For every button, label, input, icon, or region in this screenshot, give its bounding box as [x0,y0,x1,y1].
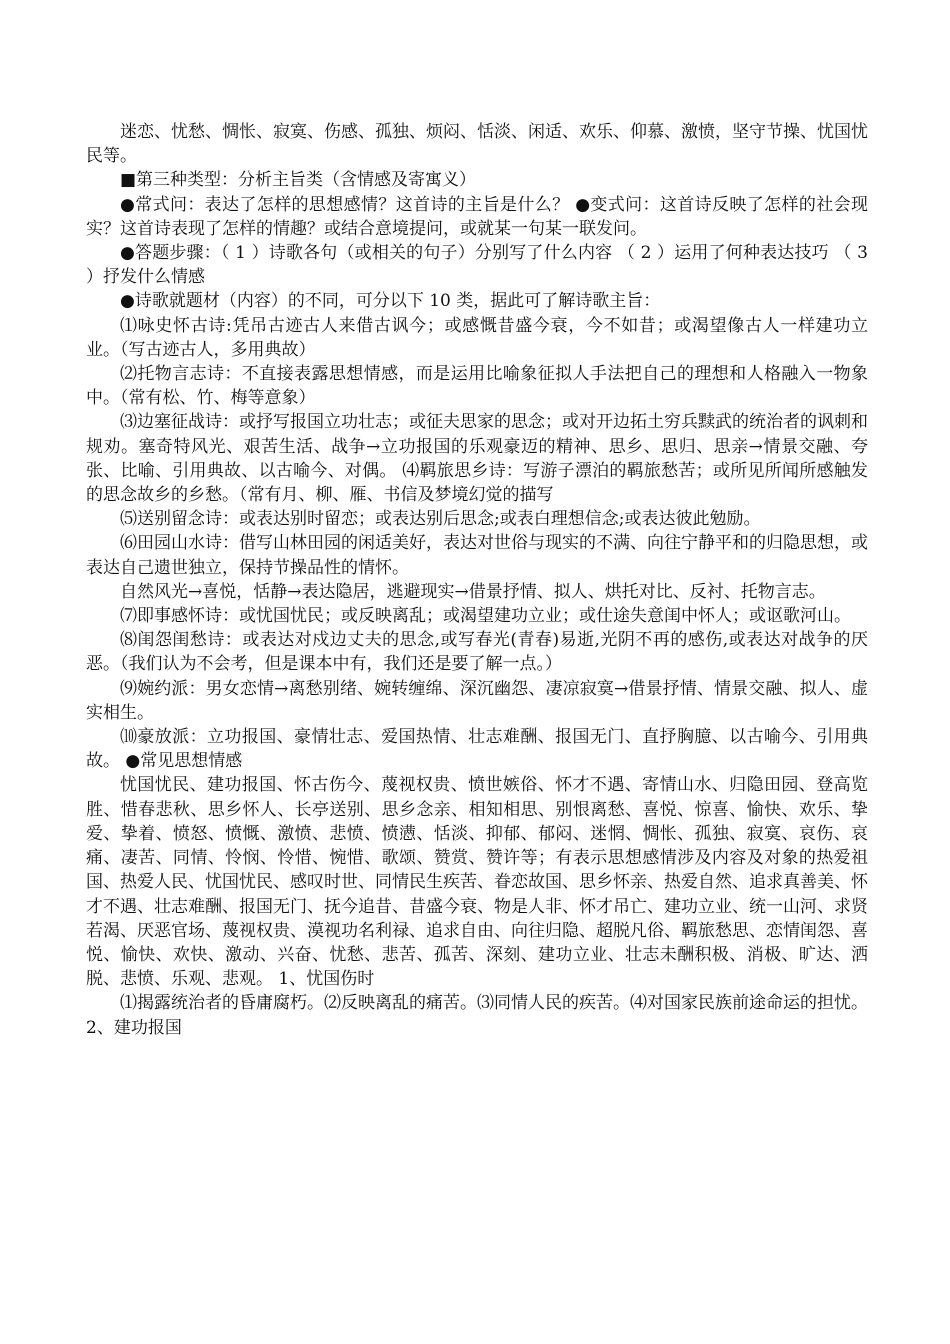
paragraph-answer-steps: ●答题步骤：（ 1 ）诗歌各句（或相关的句子）分别写了什么内容 （ 2 ）运用了何种表达技巧 （ 3 ）抒发什么情感 [86,243,868,288]
paragraph-emotion-list: 迷恋、忧愁、惆怅、寂寞、伤感、孤独、烦闷、恬淡、闲适、欢乐、仰慕、激愤，坚守节操、忧国忧民等。 [86,122,868,167]
paragraph-history-poems: ⑴咏史怀古诗:凭吊古迹古人来借古讽今；或感慨昔盛今衰，今不如昔；或渴望像古人一样建功立业。（写古迹古人，多用典故） [86,315,868,360]
paragraph-boudoir-poems: ⑻闺怨闺愁诗：或表达对戍边丈夫的思念,或写春光(青春)易逝,光阴不再的感伤,或表达对战争的厌恶。（我们认为不会考，但是课本中有，我们还是要了解一点。） [86,630,868,675]
document-page [86,120,868,1040]
paragraph-pastoral-techniques: 自然风光→喜悦，恬静→表达隐居，逃避现实→借景抒情、拟人、烘托对比、反衬、托物言志。 [120,581,826,602]
paragraph-question-forms: ●常式问：表达了怎样的思想感情？这首诗的主旨是什么？ ●变式问：这首诗反映了怎样的社会现实？这首诗表现了怎样的情趣？或结合意境提问，或就某一句某一联发问。 [86,194,868,239]
paragraph-bold-school: ⑽豪放派：立功报国、豪情壮志、爱国热情、壮志难酬、报国无门、直抒胸臆、以古喻今、引用典故。 ●常见思想情感 [86,727,868,772]
paragraph-occasion-poems: ⑺即事感怀诗：或忧国忧民；或反映离乱；或渴望建功立业；或仕途失意闺中怀人；或讴歌河山。 [120,606,851,627]
paragraph-graceful-school: ⑼婉约派：男女恋情→离愁别绪、婉转缠绵、深沉幽怨、凄凉寂寞→借景抒情、情景交融、拟人、虚实相生。 [86,678,868,723]
paragraph-national-concern: ⑴揭露统治者的昏庸腐朽。⑵反映离乱的痛苦。⑶同情人民的疾苦。⑷对国家民族前途命运的担忧。 2、建功报国 [86,993,868,1038]
paragraph-common-emotions: 忧国忧民、建功报国、怀古伤今、蔑视权贵、愤世嫉俗、怀才不遇、寄情山水、归隐田园、登高览胜、惜春悲秋、思乡怀人、长亭送别、思乡念亲、相知相思、别恨离愁、喜悦、惊喜、愉快、欢乐、挚爱、挚着、愤怒、愤慨、激愤、悲愤、愤懑、恬淡、抑郁、郁闷、迷惘、惆怅、孤独、寂寞、哀伤、哀痛、凄苦、同情、怜悯、怜惜、惋惜、歌颂、赞赏、赞许等；有表示思想感情涉及内容及对象的热爱祖国、热爱人民、忧国忧民、感叹时世、同情民生疾苦、眷恋故国、思乡怀亲、热爱自然、追求真善美、怀才不遇、壮志难酬、报国无门、抚今追昔、昔盛今衰、物是人非、怀才吊亡、建功立业、统一山河、求贤若渴、厌恶官场、蔑视权贵、漠视功名利禄、追求自由、向往归隐、超脱凡俗、羁旅愁思、恋情闺怨、喜悦、愉快、欢快、激动、兴奋、忧愁、悲苦、孤苦、深刻、建功立业、壮志未酬积极、消极、旷达、洒脱、悲愤、乐观、悲观。 1、忧国伤时 [86,775,868,990]
paragraph-theme-categories-intro: ●诗歌就题材（内容）的不同，可分以下 10 类，据此可了解诗歌主旨： [120,291,661,312]
paragraph-pastoral-poems: ⑹田园山水诗：借写山林田园的闲适美好，表达对世俗与现实的不满、向往宁静平和的归隐思想，或表达自己遗世独立，保持节操品性的情怀。 [86,533,868,578]
paragraph-frontier-poems: ⑶边塞征战诗：或抒写报国立功壮志；或征夫思家的思念；或对开边拓土穷兵黩武的统治者的讽刺和规劝。塞奇特风光、艰苦生活、战争→立功报国的乐观豪迈的精神、思乡、思归、思亲→情景交融、夸张、比喻、引用典故、以古喻今、对偶。 ⑷羁旅思乡诗：写游子漂泊的羁旅愁苦；或所见所闻所感触发的思念故乡的乡愁。（常有月、柳、雁、书信及梦境幻觉的描写 [86,412,868,506]
paragraph-farewell-poems: ⑸送别留念诗：或表达别时留恋；或表达别后思念;或表白理想信念;或表达彼此勉励。 [120,509,761,530]
paragraph-type-three-heading: ■第三种类型：分析主旨类（含情感及寄寓义） [120,170,477,191]
paragraph-object-poems: ⑵托物言志诗：不直接表露思想情感，而是运用比喻象征拟人手法把自己的理想和人格融入一物象中。（常有松、竹、梅等意象） [86,364,868,409]
